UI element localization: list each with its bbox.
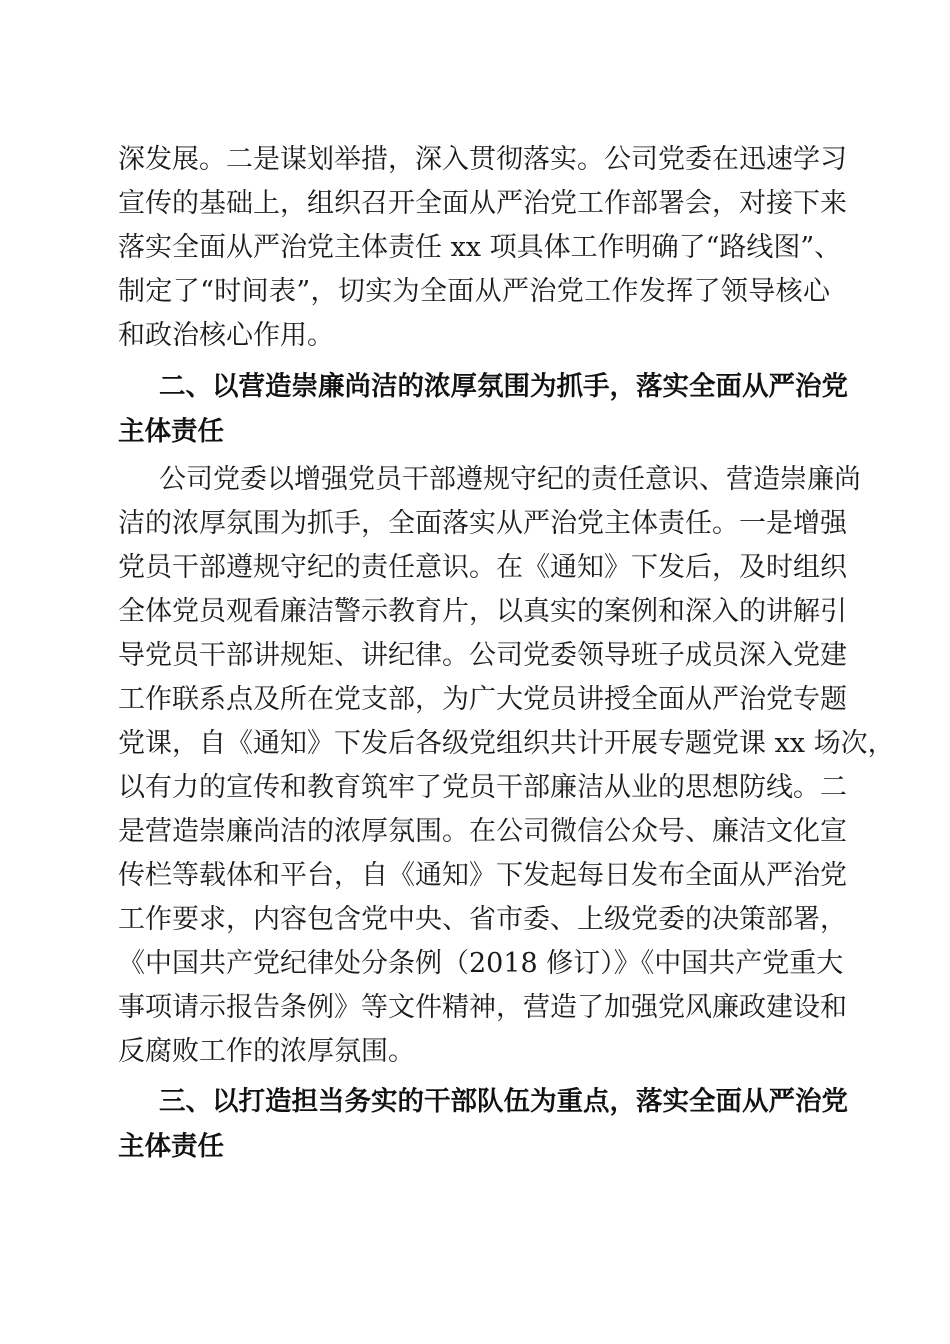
paragraph-2-line-9: 是营造崇廉尚洁的浓厚氛围。在公司微信公众号、廉洁文化宣 <box>118 816 847 847</box>
paragraph-2-line-10: 传栏等载体和平台，自《通知》下发起每日发布全面从严治党 <box>118 860 847 891</box>
paragraph-2-line-4: 全体党员观看廉洁警示教育片，以真实的案例和深入的讲解引 <box>118 596 847 627</box>
paragraph-1-line-3: 落实全面从严治党主体责任 xx 项具体工作明确了“路线图”、 <box>118 232 842 263</box>
paragraph-2-line-6: 工作联系点及所在党支部，为广大党员讲授全面从严治党专题 <box>118 684 847 715</box>
section-heading-2-line-2: 主体责任 <box>118 416 224 447</box>
paragraph-2-line-2: 洁的浓厚氛围为抓手，全面落实从严治党主体责任。一是增强 <box>118 508 847 539</box>
paragraph-1-line-1: 深发展。二是谋划举措，深入贯彻落实。公司党委在迅速学习 <box>118 144 847 175</box>
paragraph-2-line-1: 公司党委以增强党员干部遵规守纪的责任意识、营造崇廉尚 <box>159 464 861 495</box>
paragraph-1-line-4: 制定了“时间表”，切实为全面从严治党工作发挥了领导核心 <box>118 276 830 307</box>
paragraph-2-line-5: 导党员干部讲规矩、讲纪律。公司党委领导班子成员深入党建 <box>118 640 847 671</box>
paragraph-2-line-11: 工作要求，内容包含党中央、省市委、上级党委的决策部署， <box>118 904 847 935</box>
paragraph-2-line-13: 事项请示报告条例》等文件精神，营造了加强党风廉政建设和 <box>118 992 847 1023</box>
paragraph-2-line-8: 以有力的宣传和教育筑牢了党员干部廉洁从业的思想防线。二 <box>118 772 847 803</box>
paragraph-2-line-3: 党员干部遵规守纪的责任意识。在《通知》下发后，及时组织 <box>118 552 847 583</box>
section-heading-3-line-1: 三、以打造担当务实的干部队伍为重点，落实全面从严治党 <box>159 1086 848 1117</box>
paragraph-2-line-12: 《中国共产党纪律处分条例（2018 修订）》《中国共产党重大 <box>118 948 844 979</box>
paragraph-1-line-2: 宣传的基础上，组织召开全面从严治党工作部署会，对接下来 <box>118 188 847 219</box>
section-heading-2-line-1: 二、以营造崇廉尚洁的浓厚氛围为抓手，落实全面从严治党 <box>159 371 848 402</box>
paragraph-2-line-14: 反腐败工作的浓厚氛围。 <box>118 1036 415 1067</box>
section-heading-3-line-2: 主体责任 <box>118 1131 224 1162</box>
paragraph-1-line-5: 和政治核心作用。 <box>118 320 334 351</box>
paragraph-2-line-7: 党课，自《通知》下发后各级党组织共计开展专题党课 xx 场次， <box>118 728 895 759</box>
